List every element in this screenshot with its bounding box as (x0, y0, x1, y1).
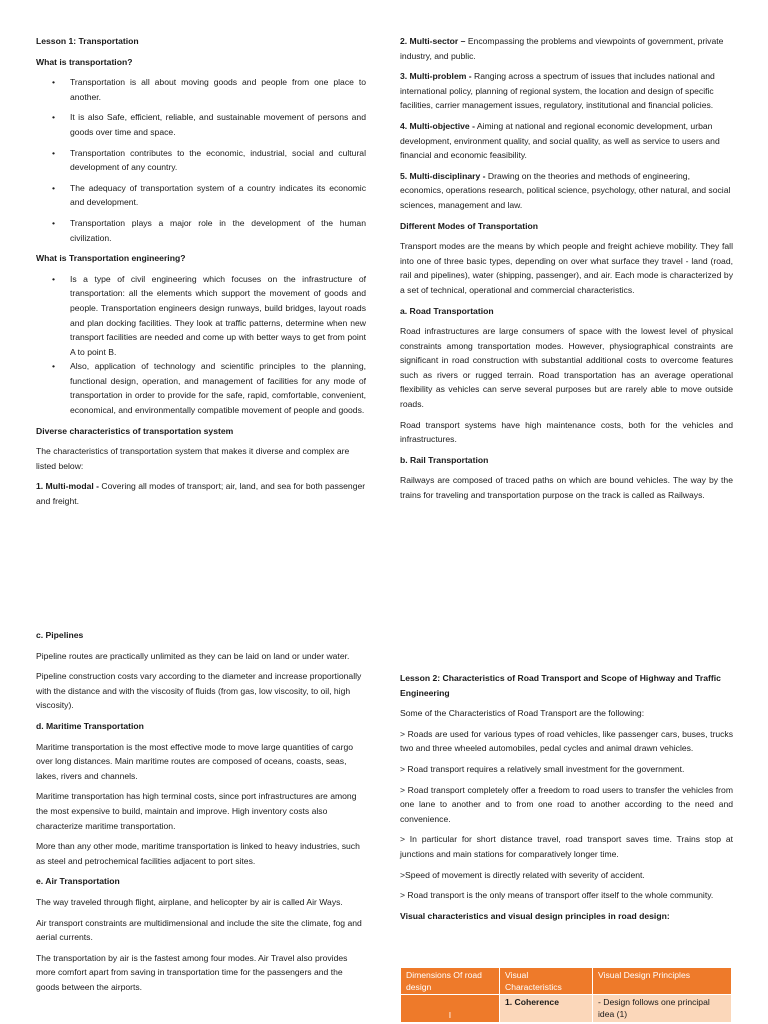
maritime-paragraph-3: More than any other mode, maritime transportation is linked to heavy industries, such as steel and petrochemical facilities adjacent to port sites. (36, 841, 360, 866)
road-characteristic-item: > Roads are used for various types of road vehicles, like passenger cars, buses, trucks two and three wheeled automobiles, pedal cycles and animal drawn vehicles. (400, 728, 733, 754)
lesson1-title: Lesson 1: Transportation (36, 36, 139, 46)
transportation-engineering-heading: What is Transportation engineering? (36, 253, 186, 264)
list-item: • Also, application of technology and scientific principles to the planning, functional design, operation, and management of facilities for any mode of transportation in order to provide for the safe, rapid, comfortable, convenient, economical, and environmentally compatible movement of people and goods. (52, 361, 366, 416)
maritime-paragraph-2: Maritime transportation has high terminal costs, since port infrastructures are among the most expensive to build, maintain and improve. High inventory costs also characterize maritime transportation. (36, 791, 357, 831)
maritime-paragraph-1: Maritime transportation is the most effective mode to move large quantities of cargo over long distances. Main maritime routes are composed of oceans, coasts, seas, lakes, rivers and channels. (36, 741, 354, 781)
lesson1-right-column (400, 34, 733, 509)
road-paragraph-1: Road infrastructures are large consumers of space with the lowest level of physical constraints among transportation modes. However, physiographical constraints are significant in road construction with substantial additional costs to overcome features such as rivers or rugged terrain. Road transportation has an average operational flexibility as vehicles can serve several purposes but are rarely able to move outside roads. (400, 326, 733, 410)
bullet-icon: • (52, 361, 56, 372)
table-row (401, 995, 732, 1023)
list-item: • Transportation contributes to the economic, industrial, social and cultural development of any country. (52, 147, 366, 173)
pipelines-heading: c. Pipelines (36, 630, 84, 640)
maritime-heading: d. Maritime Transportation (36, 720, 144, 731)
diverse-intro: The characteristics of transportation system that makes it diverse and complex are listed below: (36, 446, 350, 471)
what-is-transportation-heading: What is transportation? (36, 56, 133, 67)
road-characteristic-item: > Road transport completely offer a freedom to road users to transfer the vehicles from one lane to another and to from one road to another according to the need and convenience. (400, 784, 733, 824)
lesson2-column (400, 671, 733, 929)
table-header-design-principles: Visual Design Principles (593, 968, 732, 995)
bullet-icon: • (52, 273, 56, 284)
pipelines-paragraph-1: Pipeline routes are practically unlimited as they can be laid on land or under water. (36, 650, 350, 661)
transportation-bullet-list (36, 75, 366, 245)
modes-paragraph: Transport modes are the means by which people and freight achieve mobility. They fall into one of three basic types, depending on over what surface they travel - land (road, rail and pipelines), water (shipping, passenger), and air. Each mode is characterized by a set of technical, operational and commercial characteristics. (400, 241, 733, 295)
air-paragraph-1: The way traveled through flight, airplane, and helicopter by air is called Air Ways. (36, 896, 343, 907)
visual-design-table (400, 967, 732, 1023)
visual-characteristics-heading: Visual characteristics and visual design principles in road design: (400, 910, 670, 921)
bullet-icon: • (52, 147, 56, 158)
lesson2-intro: Some of the Characteristics of Road Transport are the following: (400, 708, 645, 719)
list-item: • Is a type of civil engineering which focuses on the infrastructure of transportation: all the elements which support the movement of goods and people. Transportation engineers design runways, build bridges, layout roads and plan docking facilities. They look at traffic patterns, determine when new transport facilities are needed and come up with better ways to get from point A to point B. (52, 273, 366, 357)
bullet-icon: • (52, 182, 56, 193)
lesson2-title: Lesson 2: Characteristics of Road Transport and Scope of Highway and Traffic Engineering (400, 673, 721, 698)
air-paragraph-3: The transportation by air is the fastest among four modes. Air Travel also provides more comfort apart from saving in transportation time for the passengers and the goods between the airports. (36, 952, 348, 992)
characteristic-multi-objective: 4. Multi-objective - Aiming at national and regional economic development, urban development, environment quality, and social quality, as well as service to users and financial and economic feasibility. (400, 120, 720, 161)
road-characteristic-item: >Speed of movement is directly related with severity of accident. (400, 869, 645, 880)
list-item: • It is also Safe, efficient, reliable, and sustainable movement of persons and goods over time and space. (52, 112, 366, 137)
characteristic-multi-modal: 1. Multi-modal - Covering all modes of transport; air, land, and sea for both passenger and freight. (36, 481, 366, 507)
rail-transportation-heading: b. Rail Transportation (400, 454, 489, 465)
table-cell-characteristic: 1. Coherence (500, 995, 593, 1023)
diverse-characteristics-heading: Diverse characteristics of transportation system (36, 425, 234, 436)
table-header-dimensions: Dimensions Of road design (401, 968, 500, 995)
bullet-icon: • (52, 217, 56, 228)
characteristic-multi-problem: 3. Multi-problem - Ranging across a spectrum of issues that includes national and international policy, planning of regional system, the location and design of specific facilities, carrier management issues, regulatory, institutional and financial policies. (400, 71, 715, 111)
characteristic-multi-sector: 2. Multi-sector – Encompassing the problems and viewpoints of government, private industry, and public. (400, 36, 724, 61)
lesson1-left-column (36, 34, 366, 515)
table-cell-dimension: I (401, 995, 500, 1023)
air-transportation-heading: e. Air Transportation (36, 876, 120, 887)
road-characteristic-item: > Road transport is the only means of transport offer itself to the whole community. (400, 890, 714, 901)
table-header-visual-characteristics: Visual Characteristics (500, 968, 593, 995)
engineering-bullet-list (36, 272, 366, 418)
air-paragraph-2: Air transport constraints are multidimensional and include the site the climate, fog and aerial currents. (36, 917, 362, 943)
road-transportation-heading: a. Road Transportation (400, 305, 494, 316)
table-cell-principle: - Design follows one principal idea (1) (593, 995, 732, 1023)
road-paragraph-2: Road transport systems have high maintenance costs, both for the vehicles and infrastructures. (400, 419, 733, 445)
characteristic-multi-disciplinary: 5. Multi-disciplinary - Drawing on the theories and methods of engineering, economics, operations research, political science, psychology, other natural, and social sciences, management and law. (400, 170, 731, 210)
lesson1-continued-column (36, 628, 368, 1000)
list-item: • Transportation is all about moving goods and people from one place to another. (52, 77, 366, 102)
road-characteristic-item: > In particular for short distance travel, road transport saves time. Trains stop at junctions and main stations for comparatively longer time. (400, 834, 733, 859)
list-item: • Transportation plays a major role in the development of the human civilization. (52, 217, 366, 243)
modes-heading: Different Modes of Transportation (400, 220, 538, 231)
bullet-icon: • (52, 77, 56, 88)
rail-paragraph: Railways are composed of traced paths on which are bound vehicles. The way by the trains for traveling and transportation purpose on the track is called as Railways. (400, 475, 733, 501)
table-header-row (401, 968, 732, 995)
bullet-icon: • (52, 112, 56, 123)
pipelines-paragraph-2: Pipeline construction costs vary according to the diameter and increase proportionally with the distance and with the viscosity of fluids (from gas, low viscosity, to oil, high viscosity). (36, 671, 362, 711)
road-characteristic-item: > Road transport requires a relatively small investment for the government. (400, 763, 685, 774)
list-item: • The adequacy of transportation system of a country indicates its economic and development. (52, 182, 366, 208)
